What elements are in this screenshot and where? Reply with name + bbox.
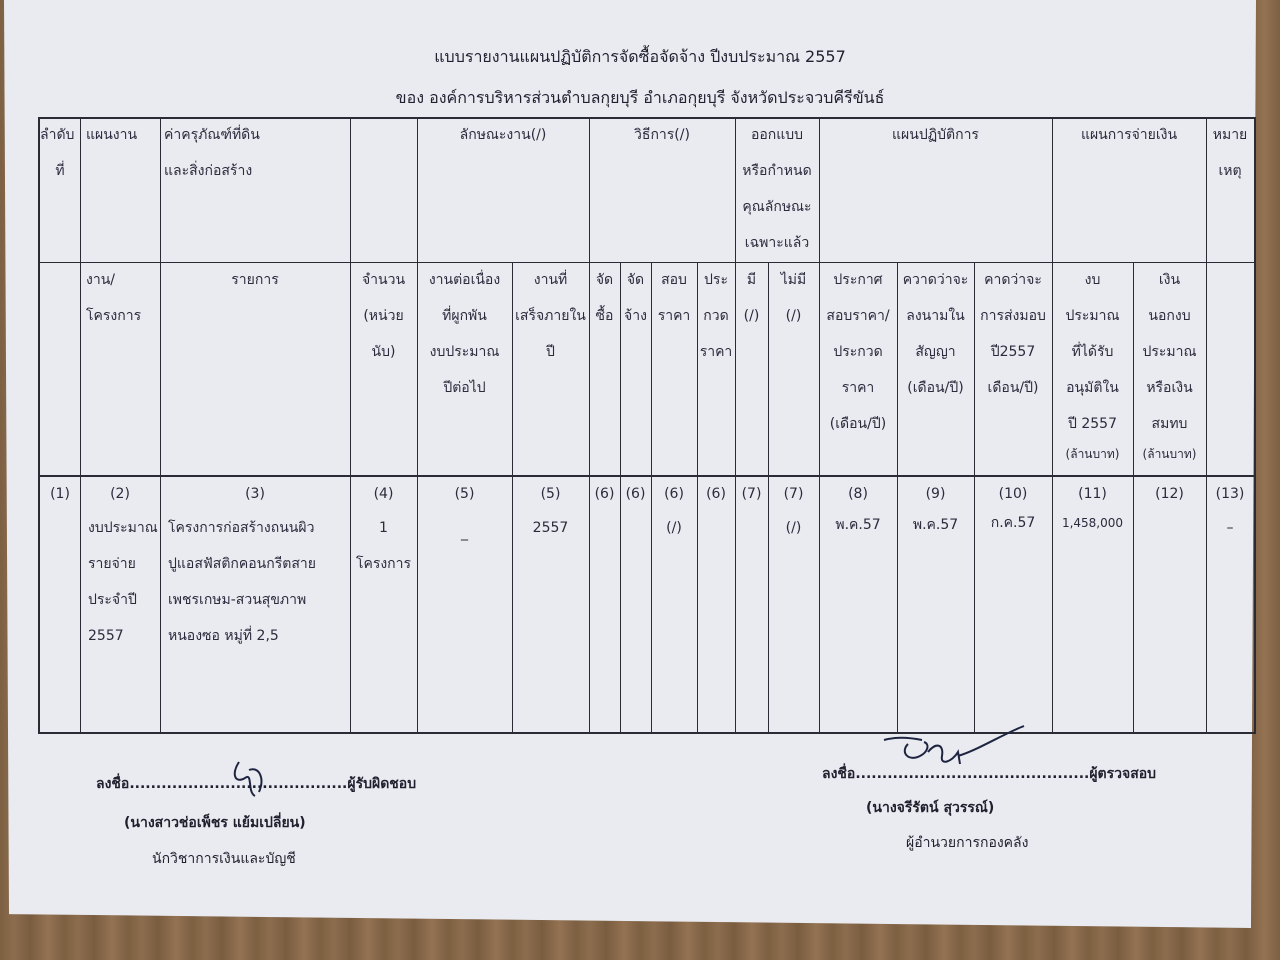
col-number: (10) (998, 486, 1028, 502)
subheader-item: รายการ (231, 272, 279, 288)
header-remark: หมาย เหตุ (1212, 127, 1248, 179)
col-number: (6) (625, 486, 646, 502)
subheader-announce: ประกาศ สอบราคา/ ประกวด ราคา (เดือน/ปี) (826, 272, 890, 432)
left-signature-scribble (225, 752, 275, 802)
col-number: (9) (925, 486, 946, 502)
col-number: (6) (706, 486, 726, 502)
header-category: ค่าครุภัณฑ์ที่ดิน และสิ่งก่อสร้าง (164, 127, 260, 179)
subheader-budget: งบ ประมาณ ที่ได้รับ อนุมัติใน ปี 2557 (ล้านบาท) (1065, 272, 1120, 461)
col-number: (2) (110, 486, 130, 502)
col-number: (4) (373, 486, 394, 502)
subheader-project: งาน/ โครงการ (86, 272, 142, 324)
row-contract: พ.ค.57 (912, 517, 959, 533)
col-number: (6) (664, 486, 684, 502)
row-project: งบประมาณ รายจ่าย ประจำปี 2557 (88, 520, 158, 644)
row-announce: พ.ค.57 (835, 517, 881, 533)
col-number: (1) (50, 486, 70, 502)
col-number: (5) (454, 486, 475, 502)
left-signature-line: ลงชื่อ.........................................ผู้รับผิดชอบ (96, 776, 417, 792)
row-deliver: ก.ค.57 (990, 515, 1036, 531)
header-action-plan: แผนปฏิบัติการ (892, 127, 979, 143)
col-number: (7) (741, 486, 762, 502)
header-design: ออกแบบ หรือกำหนด คุณลักษณะ เฉพาะแล้ว (742, 127, 812, 251)
right-signature-scribble (878, 722, 1028, 782)
row-remark: – (1226, 520, 1234, 536)
col-number: (5) (540, 486, 561, 502)
row-hasnot-mark: (/) (785, 520, 802, 536)
subheader-offbudget: เงิน นอกงบ ประมาณ หรือเงิน สมทบ (ล้านบาท) (1142, 272, 1197, 461)
subheader-hasnot: ไม่มี (/) (780, 272, 807, 324)
left-signer-name: (นางสาวช่อเพ็ชร แย้มเปลี่ยน) (124, 815, 306, 831)
right-signer-name: (นางจรีรัตน์ สุวรรณ์) (866, 800, 995, 816)
col-number: (11) (1078, 486, 1107, 502)
header-nature: ลักษณะงาน(/) (459, 127, 547, 143)
row-continuing: _ (461, 525, 468, 541)
col-number: (13) (1215, 486, 1245, 502)
row-budget: 1,458,000 (1061, 516, 1124, 530)
subheader-qty: จำนวน (หน่วย นับ) (361, 272, 406, 360)
subheader-finish: งานที่ เสร็จภายใน ปี (515, 272, 586, 360)
col-number: (8) (848, 486, 868, 502)
header-no: ลำดับ ที่ (40, 127, 75, 179)
subheader-quote: สอบ ราคา (657, 272, 691, 324)
col-number: (6) (594, 486, 615, 502)
document-subtitle: ของ องค์การบริหารส่วนตำบลกุยบุรี อำเภอกุยบุรี จังหวัดประจวบคีรีขันธ์ (395, 88, 885, 107)
document-title: แบบรายงานแผนปฏิบัติการจัดซื้อจัดจ้าง ปีงบประมาณ 2557 (434, 47, 846, 66)
right-signer-position: ผู้อำนวยการกองคลัง (906, 835, 1029, 851)
subheader-has: มี (/) (743, 272, 760, 324)
header-method: วิธีการ(/) (634, 127, 690, 143)
row-finish: 2557 (532, 520, 569, 536)
subheader-contract: ควาดว่าจะ ลงนามใน สัญญา (เดือน/ปี) (902, 272, 969, 396)
subheader-bid: ประ กวด ราคา (699, 272, 733, 360)
header-payment-plan: แผนการจ่ายเงิน (1080, 127, 1178, 143)
subheader-deliver: คาดว่าจะ การส่งมอบ ปี2557 เดือน/ปี) (980, 272, 1046, 396)
col-number: (7) (783, 486, 804, 502)
header-plan: แผนงาน (86, 127, 138, 143)
col-number: (12) (1155, 486, 1184, 502)
row-hire-mark: (/) (666, 520, 682, 536)
left-signer-position: นักวิชาการเงินและบัญชี (152, 851, 296, 867)
subheader-hire: จัด จ้าง (624, 272, 647, 324)
subheader-buy: จัด ซื้อ (595, 272, 614, 324)
right-signature-line: ลงชื่อ............................................ผู้ตรวจสอบ (822, 766, 1157, 782)
col-number: (3) (245, 486, 265, 502)
subheader-continuing: งานต่อเนื่อง ที่ผูกพัน งบประมาณ ปีต่อไป (428, 272, 501, 396)
row-item: โครงการก่อสร้างถนนผิว ปูแอสฟัสติกคอนกรีตสาย เพชรเกษม-สวนสุขภาพ หนองซอ หมู่ที่ 2,5 (168, 520, 316, 644)
row-qty: 1 โครงการ (355, 520, 412, 572)
